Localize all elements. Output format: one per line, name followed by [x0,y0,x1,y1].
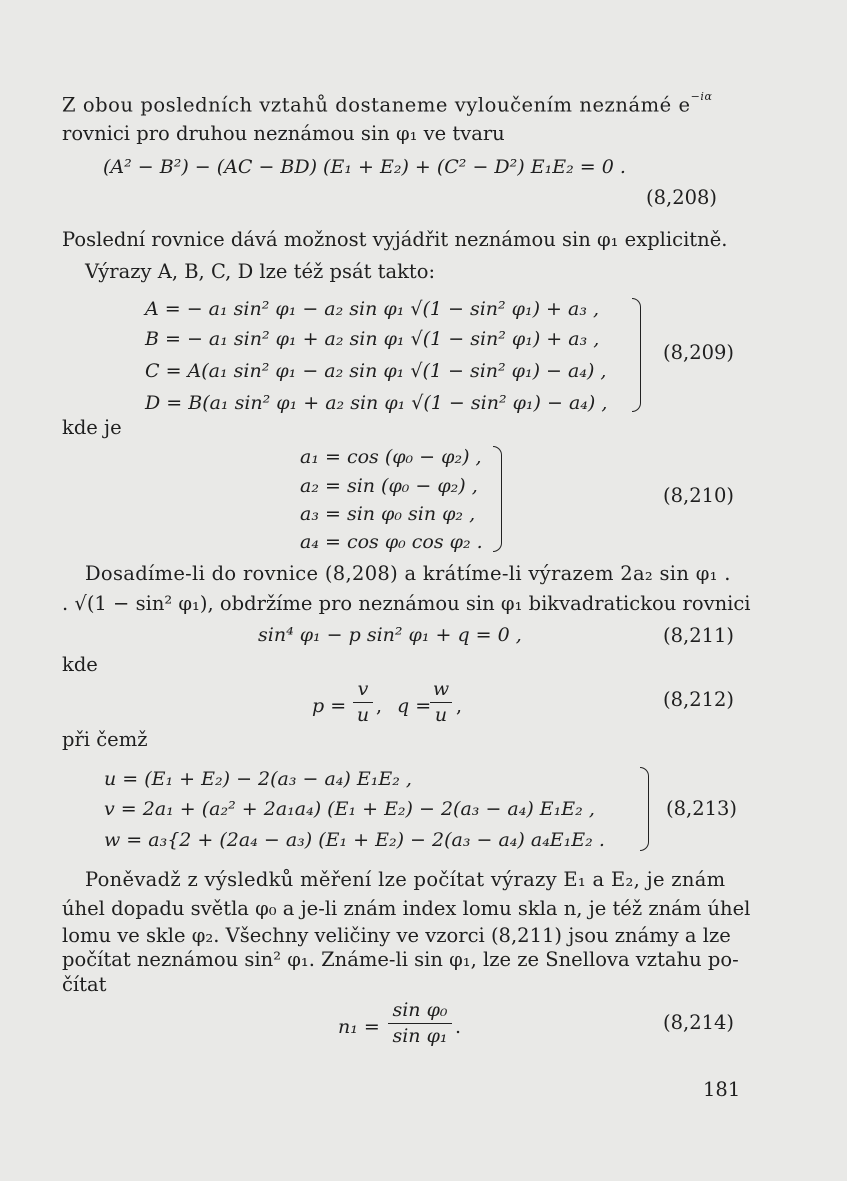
equation-number-8-212: (8,212) [663,688,735,711]
p-lhs: p = [312,695,347,717]
paragraph-4-line-1: Poněvadž z výsledků měření lze počítat výrazy E₁ a E₂, je znám [85,868,726,891]
paragraph-4-line-2: úhel dopadu světla φ₀ a je-li znám index lomu skla n, je též znám úhel [62,897,751,920]
equation-number-8-211: (8,211) [663,624,735,647]
equation-number-8-208: (8,208) [646,186,718,209]
fraction-u-denominator: u [434,704,448,726]
equation-number-8-213: (8,213) [666,797,738,820]
equation-number-8-209: (8,209) [663,341,735,364]
equation-8-209-row-b: B = − a₁ sin² φ₁ + a₂ sin φ₁ √(1 − sin² φ₁) + a₃ , [145,328,600,350]
snell-numerator: sin φ₀ [392,999,448,1021]
equation-8-213-row-u: u = (E₁ + E₂) − 2(a₃ − a₄) E₁E₂ , [104,768,412,790]
paragraph-1-line-1 [62,90,713,117]
fraction-bar [353,702,373,703]
pri-cemz-label: při čemž [62,728,148,751]
paragraph-4-line-4: počítat neznámou sin² φ₁. Známe-li sin φ₁, lze ze Snellova vztahu po- [62,948,739,971]
brace-8-210 [493,446,502,552]
fraction-w-numerator: w [432,678,450,700]
equation-8-213-row-w: w = a₃{2 + (2a₄ − a₃) (E₁ + E₂) − 2(a₃ − a₄) a₄E₁E₂ . [104,829,605,851]
paragraph-4-line-3: lomu ve skle φ₂. Všechny veličiny ve vzorci (8,211) jsou známy a lze [62,924,731,947]
paragraph-2-line-1: Poslední rovnice dává možnost vyjádřit neznámou sin φ₁ explicitně. [62,228,728,251]
comma-1: , [376,695,383,717]
paragraph-3-line-2: . √(1 − sin² φ₁), obdržíme pro neznámou sin φ₁ bikvadratickou rovnici [62,592,751,615]
exponent: −iα [690,90,713,103]
paragraph-1-line-2: rovnici pro druhou neznámou sin φ₁ ve tvaru [62,122,505,145]
equation-number-8-214: (8,214) [663,1011,735,1034]
equation-8-208: (A² − B²) − (AC − BD) (E₁ + E₂) + (C² − D²) E₁E₂ = 0 . [103,156,626,178]
equation-8-213-row-v: v = 2a₁ + (a₂² + 2a₁a₄) (E₁ + E₂) − 2(a₃ − a₄) E₁E₂ , [104,798,595,820]
equation-number-8-210: (8,210) [663,484,735,507]
paragraph-1-line-1-text: Z obou posledních vztahů dostaneme vyloučením neznámé e [62,93,691,117]
equation-8-210-row-3: a₃ = sin φ₀ sin φ₂ , [300,503,476,525]
paragraph-3-line-1: Dosadíme-li do rovnice (8,208) a krátíme-li výrazem 2a₂ sin φ₁ . [85,562,731,585]
page-number: 181 [703,1078,741,1101]
fraction-v-over-u [353,680,373,725]
equation-8-210-row-4: a₄ = cos φ₀ cos φ₂ . [300,531,483,553]
period: . [455,1016,462,1038]
equation-8-209-row-a: A = − a₁ sin² φ₁ − a₂ sin φ₁ √(1 − sin² φ₁) + a₃ , [145,298,600,320]
fraction-snell [388,1001,452,1046]
equation-8-209-row-d: D = B(a₁ sin² φ₁ + a₂ sin φ₁ √(1 − sin² φ₁) − a₄) , [145,392,608,414]
equation-8-209-row-c: C = A(a₁ sin² φ₁ − a₂ sin φ₁ √(1 − sin² φ₁) − a₄) , [145,360,607,382]
fraction-bar [430,702,452,703]
snell-denominator: sin φ₁ [392,1025,448,1047]
equation-8-210-row-1: a₁ = cos (φ₀ − φ₂) , [300,446,482,468]
comma-2: , [456,695,463,717]
fraction-v-numerator: v [357,678,369,700]
fraction-w-over-u [430,680,452,725]
brace-8-209 [632,298,641,412]
kde-je-label: kde je [62,416,122,439]
q-lhs: q = [397,695,432,717]
fraction-u-denominator: u [356,704,370,726]
equation-8-211: sin⁴ φ₁ − p sin² φ₁ + q = 0 , [258,624,522,646]
paragraph-2-line-2: Výrazy A, B, C, D lze též psát takto: [85,260,436,283]
paragraph-4-line-5: čítat [62,973,107,996]
fraction-bar [388,1023,452,1024]
equation-8-210-row-2: a₂ = sin (φ₀ − φ₂) , [300,475,478,497]
n1-lhs: n₁ = [338,1016,380,1038]
kde-label: kde [62,653,98,676]
brace-8-213 [640,767,649,851]
